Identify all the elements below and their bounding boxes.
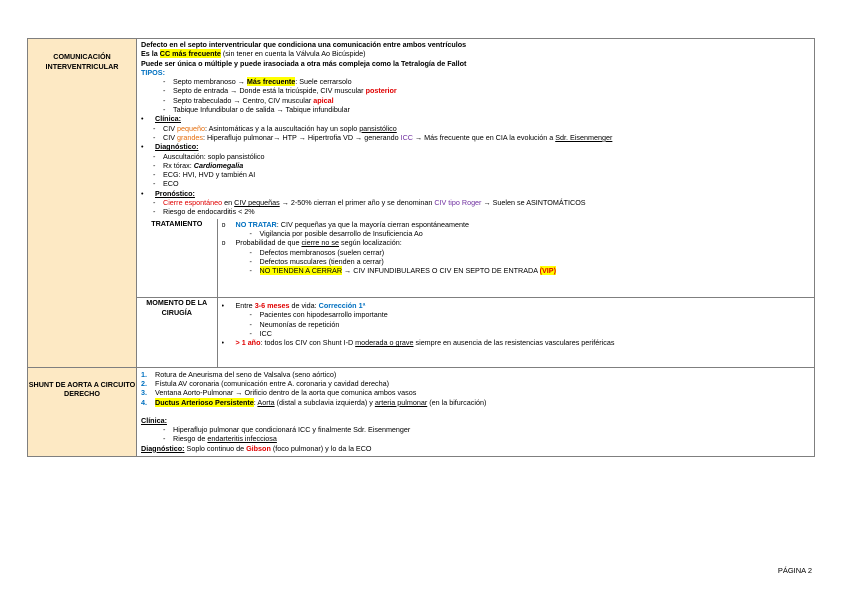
- text-span: Auscultación: soplo pansistólico: [163, 151, 265, 161]
- orange-text: grandes: [176, 132, 203, 142]
- text-span: : Asintomáticas y a la auscultación hay un soplo: [204, 123, 360, 133]
- civ-content: [137, 39, 814, 219]
- red-text: posterior: [365, 86, 397, 96]
- text-span: : CIV pequeñas ya que la mayoría cierran espontáneamente: [276, 219, 469, 229]
- civ-content-cell: [137, 39, 815, 368]
- highlight-text: Más frecuente: [246, 77, 296, 87]
- text-span: CIV: [163, 123, 177, 133]
- tratamiento-subitem: - NO TIENDEN A CERRAR → CIV INFUNDIBULARES O CIV EN SEPTO DE ENTRADA (VIP): [249, 266, 556, 276]
- orange-text: pequeño: [176, 123, 205, 133]
- text-span: Septo de entrada → Donde está la tricúspide, CIV muscular: [173, 86, 366, 96]
- tratamiento-item: o Probabilidad de que cierre no se según localización:: [221, 238, 402, 248]
- shunt-item: [141, 370, 811, 379]
- underlined-text: endarteritis infecciosa: [207, 434, 277, 444]
- item-number: 4.: [141, 397, 147, 407]
- text-span: Rotura de Aneurisma del seno de Valsalva (seno aórtico): [155, 369, 337, 379]
- underlined-text: cierre no se: [301, 238, 339, 248]
- shunt-item: [141, 388, 811, 397]
- text-span: CIV: [163, 132, 177, 142]
- tratamiento-subitem: - Vigilancia por posible desarrollo de Insuficiencia Ao: [249, 228, 423, 238]
- item-number: 2.: [141, 378, 147, 388]
- text-span: : todos los CIV con Shunt I-D: [260, 338, 356, 348]
- underlined-text: Aorta: [257, 397, 275, 407]
- tipo-item: - Septo de entrada → Donde está la tricúspide, CIV muscular posterior: [163, 86, 397, 96]
- pronostico-item: - Cierre espontáneo en CIV pequeñas → 2-50% cierran el primer año y se denominan CIV tipo Roger → Suelen se ASINTOMÁTICOS: [153, 198, 586, 208]
- civ-intro-1: Defecto en el septo interventricular que condiciona una comunicación entre ambos ventrículos: [141, 40, 467, 49]
- highlight-text: Ductus Arterioso Persistente: [155, 397, 254, 407]
- text-span: Septo membranoso →: [173, 77, 247, 87]
- clinica-item: - CIV pequeño: Asintomáticas y a la auscultación hay un soplo pansistólico: [153, 123, 397, 133]
- text-span: de vida:: [289, 301, 319, 311]
- cirugia-content: [217, 298, 814, 367]
- blue-text: NO TRATAR: [235, 219, 277, 229]
- text-span: Diagnóstico:: [141, 443, 185, 453]
- highlight-text: CC más frecuente: [159, 49, 221, 59]
- text-span: Fístula AV coronaria (comunicación entre A. coronaria y cavidad derecha): [155, 378, 389, 388]
- civ-intro-3: Puede ser única o múltiple y puede irasociada a otra más compleja como la Tetralogía de Fallot: [141, 58, 467, 68]
- shunt-diagnostico: [141, 444, 811, 453]
- text-span: Septo trabeculado → Centro, CIV muscular: [173, 95, 314, 105]
- item-number: 1.: [141, 369, 147, 379]
- red-text: 3-6 meses: [254, 301, 290, 311]
- shunt-clinica-heading: [141, 416, 811, 425]
- text-span: Vigilancia por posible desarrollo de Insuficiencia Ao: [259, 228, 423, 238]
- shunt-row: [28, 367, 815, 456]
- text-span: (foco pulmonar) y lo da la ECO: [270, 443, 372, 453]
- shunt-label: SHUNT DE AORTA A CIRCUITO DERECHO: [28, 379, 136, 399]
- red-text: Cierre espontáneo: [163, 198, 223, 208]
- blue-text: Corrección 1ª: [318, 301, 366, 311]
- tipo-item: - Septo trabeculado → Centro, CIV muscular apical: [163, 95, 334, 105]
- tratamiento-item: o NO TRATAR: CIV pequeñas ya que la mayoría cierran espontáneamente: [221, 219, 469, 229]
- text-span: → Suelen se ASINTOMÁTICOS: [481, 198, 586, 208]
- text-span: Es la: [141, 49, 160, 59]
- text-span: Riesgo de endocarditis < 2%: [163, 207, 255, 217]
- diagnostico-item: - ECG: HVI, HVD y también AI: [153, 170, 256, 180]
- civ-label-cell: [28, 39, 137, 368]
- text-span: → Más frecuente que en CIA la evolución a: [412, 132, 556, 142]
- text-span: (sin tener en cuenta la Válvula Ao Bicúspide): [220, 49, 366, 59]
- text-span: ICC: [259, 329, 272, 339]
- text-span: Pronóstico:: [155, 188, 195, 198]
- diagnostico-item: - ECO: [153, 179, 179, 189]
- pronostico-item: - Riesgo de endocarditis < 2%: [153, 207, 255, 217]
- text-span: → 2-50% cierran el primer año y se denominan: [279, 198, 435, 208]
- tipo-item: - Septo membranoso → Más frecuente: Suele cerrarsolo: [163, 77, 352, 87]
- cirugia-subitem: - Neumonías de repetición: [249, 319, 340, 329]
- shunt-clinica-item: - Hiperaflujo pulmonar que condicionará ICC y finalmente Sdr. Eisenmenger: [163, 425, 411, 435]
- text-span: Defectos musculares (tienden a cerrar): [259, 256, 384, 266]
- text-span: en: [222, 198, 235, 208]
- cirugia-subitem: - Pacientes con hipodesarrollo importante: [249, 310, 388, 320]
- underlined-text: moderada o grave: [355, 338, 414, 348]
- notes-table: [27, 38, 815, 457]
- tratamiento-content: [217, 219, 814, 298]
- text-span: Clínica:: [141, 415, 167, 425]
- text-span: → CIV INFUNDIBULARES O CIV EN SEPTO DE ENTRADA: [342, 266, 540, 276]
- tratamiento-row: [137, 219, 814, 298]
- clinica-heading: • Clínica:: [141, 114, 181, 124]
- text-span: Pacientes con hipodesarrollo importante: [259, 310, 388, 320]
- red-text: apical: [313, 95, 334, 105]
- diagnostico-item: - Auscultación: soplo pansistólico: [153, 151, 265, 161]
- text-span: Tabique Infundibular o de salida → Tabique infundibular: [173, 105, 350, 115]
- highlight-text: (VIP): [539, 266, 556, 276]
- text-span: : Hiperaflujo pulmonar→ HTP → Hipertrofia VD → generando: [202, 132, 401, 142]
- text-span: Clínica:: [155, 114, 181, 124]
- text-span: Defectos membranosos (suelen cerrar): [259, 247, 385, 257]
- cirugia-item: • Entre 3-6 meses de vida: Corrección 1ª: [221, 301, 366, 311]
- red-text: > 1 año: [235, 338, 261, 348]
- shunt-item: [141, 379, 811, 388]
- tratamiento-subitem: - Defectos membranosos (suelen cerrar): [249, 247, 385, 257]
- text-span: ECO: [163, 179, 179, 189]
- text-span: :: [253, 397, 258, 407]
- civ-intro-2: [141, 49, 811, 58]
- tipos-heading: TIPOS:: [141, 67, 165, 77]
- text-span: Rx tórax:: [163, 160, 194, 170]
- shunt-content: [137, 367, 815, 456]
- text-span: siempre en ausencia de las resistencias vasculares periféricas: [413, 338, 615, 348]
- cirugia-label: MOMENTO DE LA CIRUGÍA: [137, 298, 217, 367]
- underlined-text: Sdr. Eisenmenger: [555, 132, 613, 142]
- tratamiento-label: TRATAMIENTO: [137, 219, 217, 298]
- text-span: Hiperaflujo pulmonar que condicionará ICC y finalmente Sdr. Eisenmenger: [173, 425, 411, 435]
- cirugia-row: [137, 298, 814, 367]
- underlined-text: CIV pequeñas: [234, 198, 280, 208]
- civ-subtable: [137, 219, 814, 367]
- text-span: Soplo continuo de: [184, 443, 247, 453]
- text-span: Probabilidad de que: [235, 238, 302, 248]
- red-text: Gibson: [246, 443, 271, 453]
- underlined-text: arteria pulmonar: [374, 397, 428, 407]
- text-span: (en la bifurcación): [427, 397, 487, 407]
- underlined-text: pansistólico: [359, 123, 397, 133]
- tratamiento-subitem: - Defectos musculares (tienden a cerrar): [249, 256, 384, 266]
- diagnostico-item: - Rx tórax: Cardiomegalia: [153, 160, 244, 170]
- italic-text: Cardiomegalia: [193, 160, 244, 170]
- civ-row: [28, 39, 815, 368]
- shunt-label-cell: [28, 367, 137, 456]
- text-span: (distal a subclavia izquierda) y: [274, 397, 375, 407]
- text-span: Ventana Aorto-Pulmonar → Orificio dentro de la aorta que comunica ambos vasos: [155, 388, 417, 398]
- text-span: según localización:: [339, 238, 402, 248]
- shunt-clinica-item: - Riesgo de endarteritis infecciosa: [163, 434, 277, 444]
- tipo-item: - Tabique Infundibular o de salida → Tabique infundibular: [163, 105, 350, 115]
- purple-text: ICC: [400, 132, 413, 142]
- item-number: 3.: [141, 388, 147, 398]
- text-span: Diagnóstico:: [155, 142, 199, 152]
- diagnostico-heading: • Diagnóstico:: [141, 142, 199, 152]
- text-span: : Suele cerrarsolo: [295, 77, 352, 87]
- text-span: Neumonías de repetición: [259, 319, 340, 329]
- spacer: [141, 407, 811, 416]
- pronostico-heading: • Pronóstico:: [141, 188, 195, 198]
- cirugia-subitem: - ICC: [249, 329, 272, 339]
- highlight-text: NO TIENDEN A CERRAR: [259, 266, 343, 276]
- shunt-item: [141, 398, 811, 407]
- page-number: PÁGINA 2: [777, 566, 812, 575]
- text-span: Entre: [235, 301, 255, 311]
- text-span: Riesgo de: [173, 434, 208, 444]
- purple-text: CIV tipo Roger: [434, 198, 482, 208]
- clinica-item: - CIV grandes: Hiperaflujo pulmonar→ HTP → Hipertrofia VD → generando ICC → Más frecuente que en CIA la evolución a Sdr. Eisenmenger: [153, 132, 613, 142]
- text-span: ECG: HVI, HVD y también AI: [163, 170, 256, 180]
- cirugia-item: • > 1 año: todos los CIV con Shunt I-D moderada o grave siempre en ausencia de las resistencias vasculares periféricas: [221, 338, 615, 348]
- civ-label: COMUNICACIÓN INTERVENTRICULAR: [45, 52, 119, 71]
